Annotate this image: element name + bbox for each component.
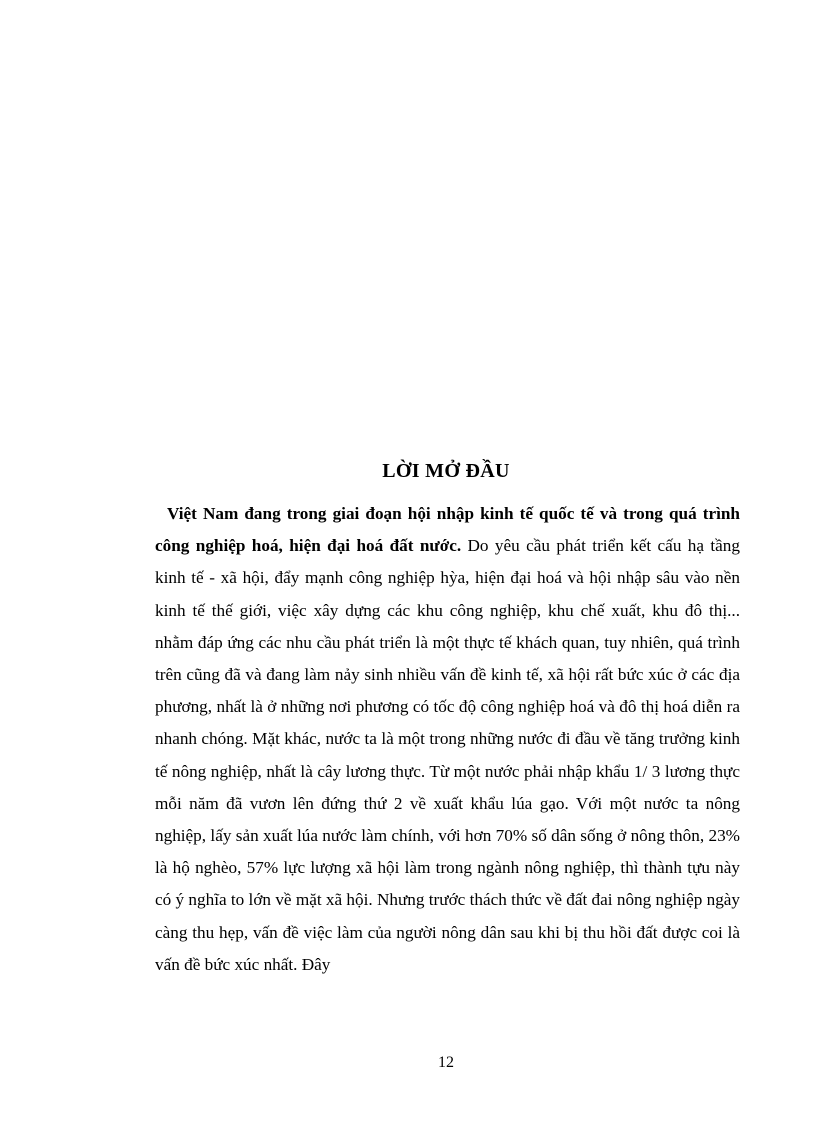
body-text: Do yêu cầu phát triển kết cấu hạ tầng kinh tế - xã hội, đẩy mạnh công nghiệp hỳa, hiện đại hoá và hội nhập sâu vào nền kinh tế thế giới, việc xây dựng các khu công nghiệp, khu chế xuất, khu đô thị... nhằm đáp ứng các nhu cầu phát triển là một thực tế khách quan, tuy nhiên, quá trình trên cũng đã và đang làm nảy sinh nhiều vấn đề kinh tế, xã hội rất bức xúc ở các địa phương, nhất là ở những nơi phương có tốc độ công nghiệp hoá và đô thị hoá diễn ra nhanh chóng. Mặt khác, nước ta là một trong những nước đi đầu về tăng trưởng kinh tế nông nghiệp, nhất là cây lương thực. Từ một nước phải nhập khẩu 1/ 3 lương thực mỗi năm đã vươn lên đứng thứ 2 về xuất khẩu lúa gạo. Với một nước ta nông nghiệp, lấy sản xuất lúa nước làm chính, với hơn 70% số dân sống ở nông thôn, 23% là hộ nghèo, 57% lực lượng xã hội làm trong ngành nông nghiệp, thì thành tựu này có ý nghĩa to lớn về mặt xã hội. Nhưng trước thách thức về đất đai nông nghiệp ngày càng thu hẹp, vấn đề việc làm của người nông dân sau khi bị thu hồi đất được coi là vấn đề bức xúc nhất. Đây	[155, 536, 741, 974]
page-number: 12	[438, 1054, 454, 1071]
intro-sentence: Việt Nam đang trong giai đoạn hội nhập kinh tế quốc tế và trong quá trình công nghiệp hoá, hiện đại hoá đất nước.	[155, 504, 740, 556]
page-title: LỜI MỞ ĐẦU	[382, 460, 510, 482]
body-paragraph	[155, 498, 740, 981]
